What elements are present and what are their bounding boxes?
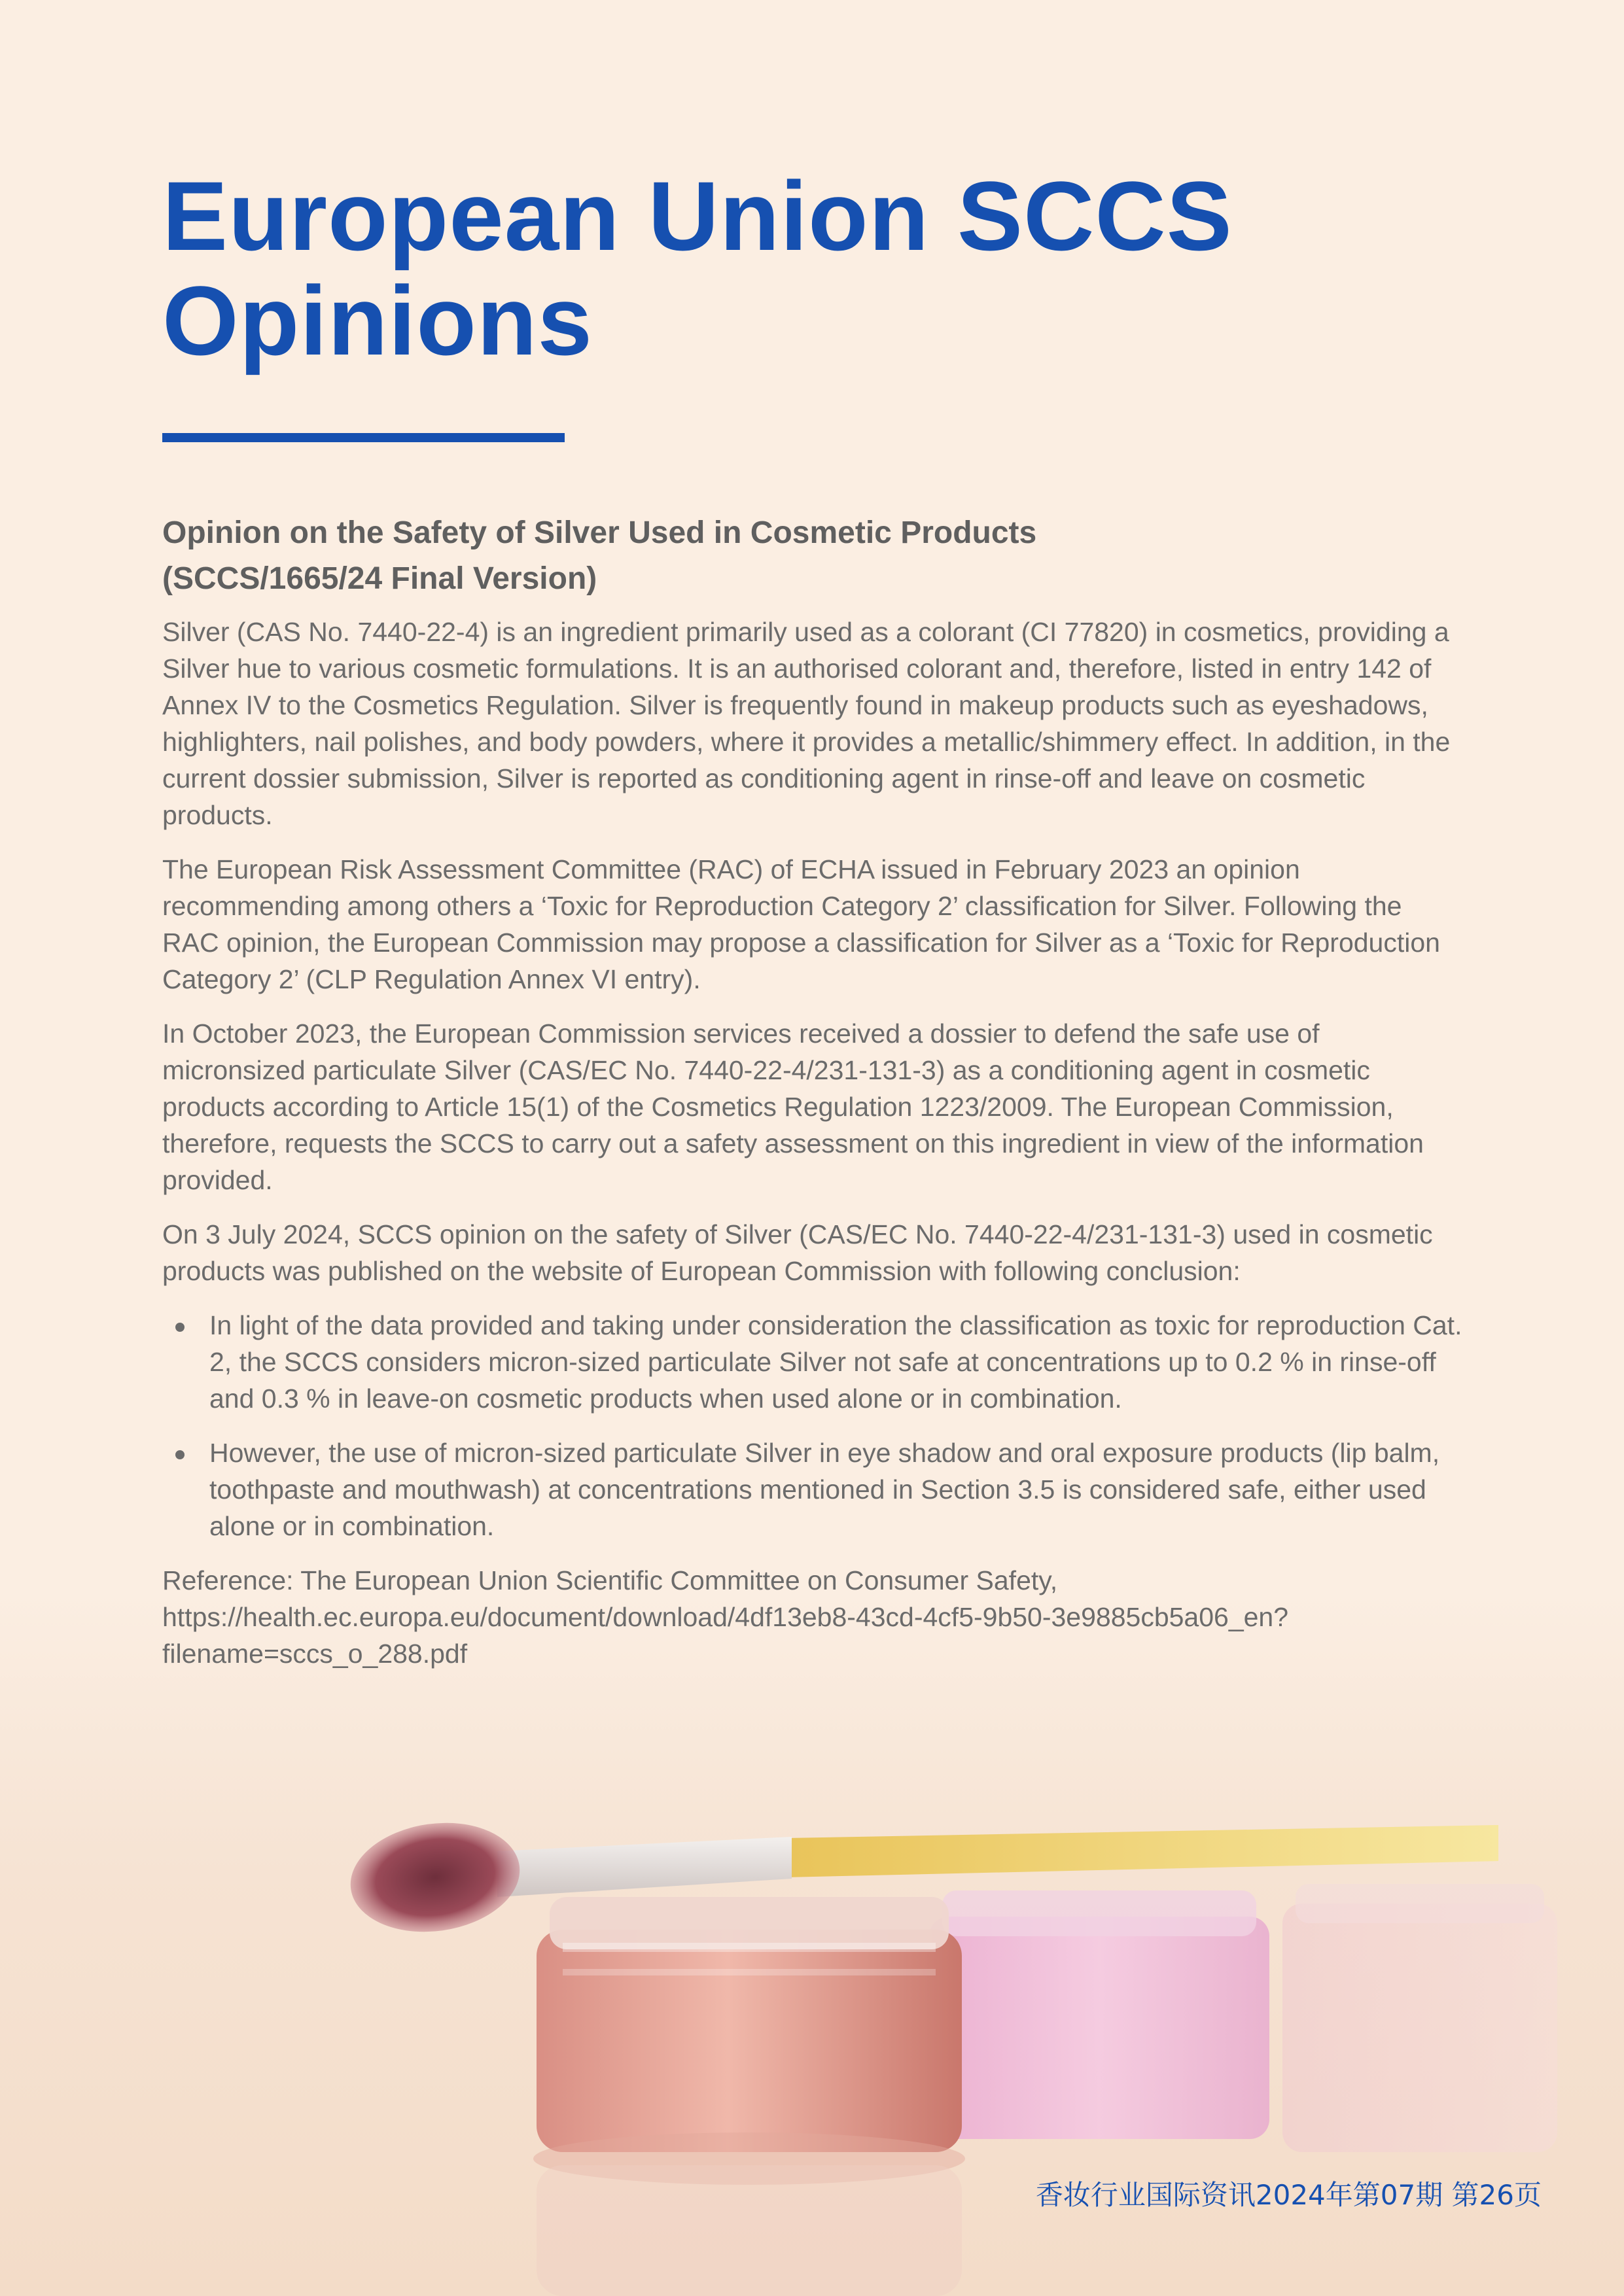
- section-subtitle: [162, 510, 1464, 602]
- paragraph-silver-overview: Silver (CAS No. 7440-22-4) is an ingredient primarily used as a colorant (CI 77820) in cosmetics, providing a Silver hue to various cosmetic formulations. It is an authorised colorant and, therefore, listed in entry 142 of Annex IV to the Cosmetics Regulation. Silver is frequently found in makeup products such as eyeshadows, highlighters, nail polishes, and body powders, where it provides a metallic/shimmery effect. In addition, in the current dossier submission, Silver is reported as conditioning agent in rinse-off and leave on cosmetic products.: [162, 617, 1451, 830]
- paragraph-rac-opinion: The European Risk Assessment Committee (RAC) of ECHA issued in February 2023 an opinion recommending among others a ‘Toxic for Reproduction Category 2’ classification for Silver. Following the RAC opinion, the European Commission may propose a classification for Silver as a ‘Toxic for Reproduction Category 2’ (CLP Regulation Annex VI entry).: [162, 854, 1440, 994]
- reference-block: [162, 1562, 1464, 1672]
- title-line-1: European Union SCCS: [162, 161, 1233, 271]
- conclusion-list: [162, 1307, 1464, 1544]
- list-item-text: However, the use of micron-sized particulate Silver in eye shadow and oral exposure products (lip balm, toothpaste and mouthwash) at concentrations mentioned in Section 3.5 is considered safe, either used alone or in combination.: [209, 1438, 1440, 1541]
- list-item-text: In light of the data provided and taking under consideration the classification as toxic for reproduction Cat. 2, the SCCS considers micron-sized particulate Silver not safe at concentrations up to 0.2 % in rinse-off and 0.3 % in leave-on cosmetic products when used alone or in combination.: [209, 1310, 1462, 1414]
- subtitle-line-2: (SCCS/1665/24 Final Version): [162, 561, 597, 596]
- page-title: [162, 161, 1464, 375]
- reference-source: Reference: The European Union Scientific Committee on Consumer Safety,: [162, 1565, 1058, 1595]
- title-line-2: Opinions: [162, 266, 593, 375]
- list-item: [162, 1307, 1464, 1417]
- page-footer: 香妆行业国际资讯2024年第07期 第26页: [1035, 2179, 1542, 2211]
- bullet-dot-icon: [175, 1323, 185, 1332]
- bullet-dot-icon: [175, 1450, 185, 1459]
- article-content: [162, 161, 1464, 1672]
- reference-url-filename[interactable]: filename=sccs_o_288.pdf: [162, 1639, 468, 1669]
- subtitle-line-1: Opinion on the Safety of Silver Used in Cosmetic Products: [162, 515, 1037, 550]
- reference-url[interactable]: https://health.ec.europa.eu/document/download/4df13eb8-43cd-4cf5-9b50-3e9885cb5a06_en?: [162, 1602, 1289, 1632]
- list-item: [162, 1435, 1464, 1544]
- paragraph-dossier-request: In October 2023, the European Commission services received a dossier to defend the safe use of micronsized particulate Silver (CAS/EC No. 7440-22-4/231-131-3) as a conditioning agent in cosmetic products according to Article 15(1) of the Cosmetics Regulation 1223/2009. The European Commission, therefore, requests the SCCS to carry out a safety assessment on this ingredient in view of the information provided.: [162, 1018, 1424, 1195]
- paragraph-publication: On 3 July 2024, SCCS opinion on the safety of Silver (CAS/EC No. 7440-22-4/231-131-3) used in cosmetic products was published on the website of European Commission with following conclusion:: [162, 1219, 1433, 1286]
- title-underline-divider: [162, 433, 565, 442]
